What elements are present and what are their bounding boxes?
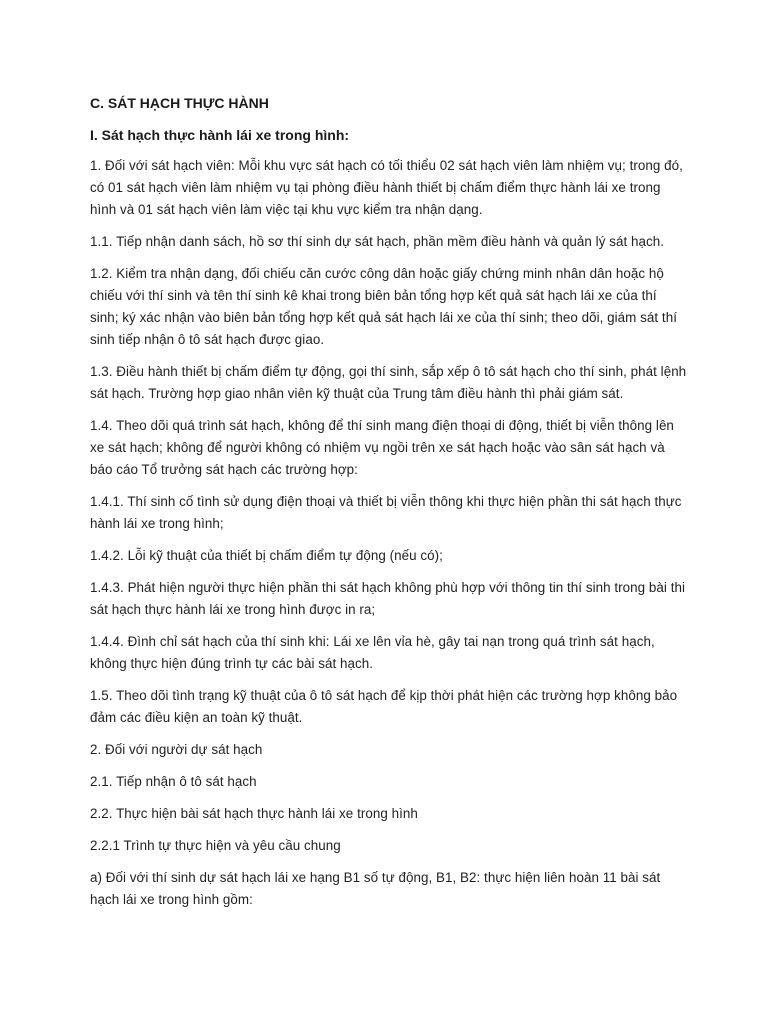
paragraph-1-3: 1.3. Điều hành thiết bị chấm điểm tự động, gọi thí sinh, sắp xếp ô tô sát hạch cho thí sinh, phát lệnh sát hạch. Trường hợp giao nhân viên kỹ thuật của Trung tâm điều hành thì phải giám sát. [90,364,687,401]
paragraph-1: 1. Đối với sát hạch viên: Mỗi khu vực sát hạch có tối thiểu 02 sát hạch viên làm nhiệm vụ; trong đó, có 01 sát hạch viên làm nhiệm vụ tại phòng điều hành thiết bị chấm điểm thực hành lái xe trong hình và 01 sát hạch viên làm việc tại khu vực kiểm tra nhận dạng. [90,158,683,217]
section-heading-c: C. SÁT HẠCH THỰC HÀNH [90,95,269,111]
paragraph-1-4-4: 1.4.4. Đình chỉ sát hạch của thí sinh khi: Lái xe lên vỉa hè, gây tai nạn trong quá trình sát hạch, không thực hiện đúng trình tự các bài sát hạch. [90,634,655,671]
paragraph-1-4-3: 1.4.3. Phát hiện người thực hiện phần thi sát hạch không phù hợp với thông tin thí sinh trong bài thi sát hạch thực hành lái xe trong hình được in ra; [90,580,686,617]
paragraph-2-1: 2.1. Tiếp nhận ô tô sát hạch [90,774,257,789]
paragraph-1-2: 1.2. Kiểm tra nhận dạng, đối chiếu căn cước công dân hoặc giấy chứng minh nhân dân hoặc hộ chiếu với thí sinh và tên thí sinh kê khai trong biên bản tổng hợp kết quả sát hạch lái xe của thí sinh; ký xác nhận vào biên bản tổng hợp kết quả sát hạch lái xe của thí sinh; theo dõi, giám sát thí sinh tiếp nhận ô tô sát hạch được giao. [90,266,677,347]
section-heading-i: I. Sát hạch thực hành lái xe trong hình: [90,127,350,143]
paragraph-a: a) Đối với thí sinh dự sát hạch lái xe hạng B1 số tự động, B1, B2: thực hiện liên hoàn 11 bài sát hạch lái xe trong hình gồm: [90,870,661,907]
paragraph-1-4-2: 1.4.2. Lỗi kỹ thuật của thiết bị chấm điểm tự động (nếu có); [90,548,443,563]
paragraph-1-1: 1.1. Tiếp nhận danh sách, hồ sơ thí sinh dự sát hạch, phần mềm điều hành và quản lý sát hạch. [90,234,665,249]
paragraph-1-5: 1.5. Theo dõi tình trạng kỹ thuật của ô tô sát hạch để kịp thời phát hiện các trường hợp không bảo đảm các điều kiện an toàn kỹ thuật. [90,688,678,725]
paragraph-1-4-1: 1.4.1. Thí sinh cố tình sử dụng điện thoại và thiết bị viễn thông khi thực hiện phần thi sát hạch thực hành lái xe trong hình; [90,494,682,531]
paragraph-1-4: 1.4. Theo dõi quá trình sát hạch, không để thí sinh mang điện thoại di động, thiết bị viễn thông lên xe sát hạch; không để người không có nhiệm vụ ngồi trên xe sát hạch hoặc vào sân sát hạch và báo cáo Tổ trưởng sát hạch các trường hợp: [90,418,674,477]
paragraph-2-2: 2.2. Thực hiện bài sát hạch thực hành lái xe trong hình [90,806,418,821]
paragraph-2-2-1: 2.2.1 Trình tự thực hiện và yêu cầu chung [90,838,341,853]
paragraph-2: 2. Đối với người dự sát hạch [90,742,263,757]
